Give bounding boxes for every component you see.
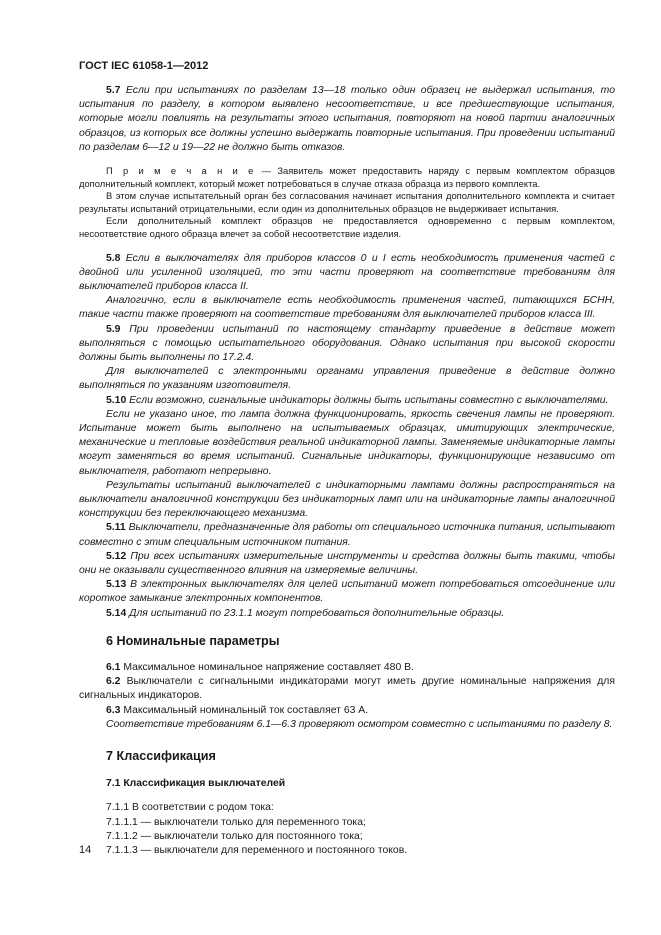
clause-5-8-paragraph-2: Аналогично, если в выключателе есть необходимость применения частей, питающихся БСНН, такие части также проверяют на соответствие требованиям для выключателей приборов класса III. <box>79 295 615 321</box>
page-number: 14 <box>79 844 92 856</box>
clause-6-1: 6.1 Максимальное номинальное напряжение составляет 480 В. <box>106 662 414 674</box>
list-item: 7.1.1.3 — выключатели для переменного и постоянного токов. <box>106 845 408 857</box>
clause-6-2: 6.2 Выключатели с сигнальными индикаторами могут иметь другие номинальные напряжения для сигнальных индикаторов. <box>79 676 615 702</box>
clause-5-9: 5.9 При проведении испытаний по настоящему стандарту приведение в действие может выполняться с помощью испытательного оборудования. Однако испытания при высокой скорости должны быть выполнены по 17.2.4. <box>79 323 615 363</box>
clause-5-11: 5.11 Выключатели, предназначенные для работы от специального источника питания, испытывают совместно с этим специальным источником питания. <box>79 522 615 548</box>
clause-5-13: 5.13 В электронных выключателях для целей испытаний может потребоваться отсоединение или короткое замыкание электронных компонентов. <box>79 579 615 605</box>
clause-5-9-paragraph-2: Для выключателей с электронными органами управления приведение в действие должно выполняться по указаниям изготовителя. <box>79 366 615 392</box>
subsection-7-1-heading: 7.1 Классификация выключателей <box>106 778 286 790</box>
note-label: П р и м е ч а н и е <box>106 165 256 177</box>
document-header: ГОСТ IEC 61058-1—2012 <box>79 60 209 72</box>
section-7-heading: 7 Классификация <box>106 749 216 764</box>
clause-6-3: 6.3 Максимальный номинальный ток составляет 63 А. <box>106 704 369 716</box>
clause-5-8: 5.8 Если в выключателях для приборов классов 0 и I есть необходимость применения частей с двойной или усиленной изоляцией, то эти части проверяют на соответствие требованиям для выключателей приборов класса II. <box>79 252 615 292</box>
list-item: 7.1.1.1 — выключатели только для переменного тока; <box>106 816 366 828</box>
list-item: 7.1.1.2 — выключатели только для постоянного тока; <box>106 830 363 842</box>
clause-5-12: 5.12 При всех испытаниях измерительные инструменты и средства должны быть такими, чтобы они не оказывали существенного влияния на измеряемые величины. <box>79 550 615 577</box>
clause-5-10: 5.10 Если возможно, сигнальные индикаторы должны быть испытаны совместно с выключателями. <box>106 394 609 406</box>
note-paragraph-2: В этом случае испытательный орган без согласования начинает испытания дополнительного комплекта и считает результаты испытаний отрицательными, если один из дополнительных образцов не выдерживает испытания. <box>79 190 615 214</box>
compliance-check-6: Соответствие требованиям 6.1—6.3 проверяют осмотром совместно с испытаниями по разделу 8. <box>106 718 613 730</box>
clause-5-7: 5.7 Если при испытаниях по разделам 13—18 только один образец не выдержал испытания, то испытания по разделу, в котором выявлено несоответствие, и все предшествующие испытания, которые могли повлиять на результаты этого испытания, повторяют на новой партии аналогичных образцов, из которых все должны успешно выдержать повторные испытания. При проведении испытаний по разделам 6—12 и 19—22 не должно быть отказов. <box>79 85 615 153</box>
note-paragraph-3: Если дополнительный комплект образцов не предоставляется одновременно с первым комплектом, несоответствие одного образца влечет за собой несоответствие изделия. <box>79 215 615 239</box>
note-paragraph: П р и м е ч а н и е — Заявитель может предоставить наряду с первым комплектом образцов дополнительный комплект, который может потребоваться в случае отказа образца из первого комплекта. <box>79 165 615 189</box>
section-6-heading: 6 Номинальные параметры <box>106 633 280 648</box>
clause-5-10-paragraph-2: Если не указано иное, то лампа должна функционировать, яркость свечения лампы не проверяют. Испытание может быть выполнено на испытываемых образцах, имитирующих электрические, механические и тепловые воздействия реальной индикаторной лампы. Заменяемые индикаторные лампы могут заменяться во время испытаний. Сигнальные индикаторы, функционирующие независимо от выключателя, работают непрерывно. <box>79 408 615 477</box>
list-item: 7.1.1 В соответствии с родом тока: <box>106 802 274 814</box>
clause-5-14: 5.14 Для испытаний по 23.1.1 могут потребоваться дополнительные образцы. <box>106 607 505 619</box>
page-content <box>79 84 615 858</box>
clause-5-10-paragraph-3: Результаты испытаний выключателей с индикаторными лампами должны распространяться на выключатели аналогичной конструкции без индикаторных ламп или на индикаторные лампы аналогичной конструкции без переключающего механизма. <box>79 479 615 520</box>
